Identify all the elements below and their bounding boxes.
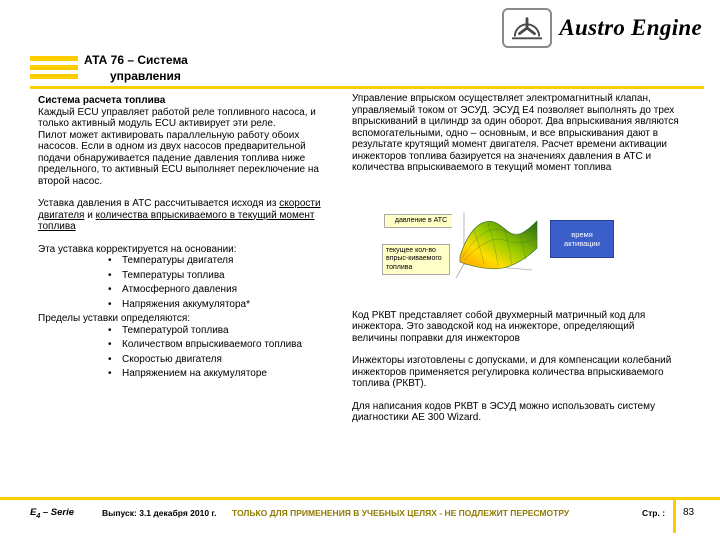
paragraph-pkvt-code: Код РКВТ представляет собой двухмерный матричный код для инжектора. Это заводской код на инжекторе, определяющий величины поправки для инжекторов [352, 309, 646, 344]
list-item: • Напряжением на аккумуляторе [122, 368, 335, 380]
series-rest: – Serie [40, 507, 75, 518]
list-item: • Температуры двигателя [122, 255, 335, 267]
setpoint-underlined-speed: скорости двигателя [38, 198, 321, 221]
list-item: • Температуры топлива [122, 270, 335, 282]
setpoint-underlined-quantity: количества впрыскиваемого в текущий момент топлива [38, 209, 315, 232]
issue-date-label: Выпуск: 3.1 декабря 2010 г. [102, 508, 217, 518]
list-item: • Атмосферного давления [122, 284, 335, 296]
section-heading: Система расчета топлива [38, 95, 166, 106]
setpoint-prefix: Уставка давления в АТС рассчитывается исходя из [38, 198, 280, 209]
page-title-line2: управления [110, 69, 181, 84]
paragraph-ecu-relay: Каждый ECU управляет работой реле топливного насоса, и только активный модуль ECU активирует эти реле. [38, 106, 316, 129]
training-only-notice: ТОЛЬКО ДЛЯ ПРИМЕНЕНИЯ В УЧЕБНЫХ ЦЕЛЯХ - НЕ ПОДЛЕЖИТ ПЕРЕСМОТРУ [232, 508, 570, 518]
surface-plot [452, 206, 542, 288]
propeller-icon [502, 8, 552, 48]
correction-list-intro: Эта уставка корректируется на основании: [38, 243, 237, 255]
accent-bar [30, 56, 78, 61]
page-title-line1: АТА 76 – Система [84, 53, 188, 67]
accent-bar [30, 74, 78, 79]
footer [0, 503, 720, 540]
left-column [38, 95, 335, 383]
limits-list [38, 325, 335, 380]
list-item: • Температурой топлива [122, 325, 335, 337]
series-label [30, 507, 74, 520]
paragraph-setpoint [38, 198, 335, 233]
list-item: • Количеством впрыскиваемого топлива [122, 339, 335, 351]
page-label: Стр. : [642, 508, 666, 518]
list-item: • Напряжения аккумулятора* [122, 299, 335, 311]
list-item: • Скоростью двигателя [122, 354, 335, 366]
page-number-divider [673, 499, 676, 533]
setpoint-mid: и [84, 209, 96, 221]
diagram-label-pressure: давление в АТС [384, 214, 458, 229]
paragraph-injector-tolerance: Инжекторы изготовлены с допусками, и для компенсации колебаний инжекторов применяется регулировка количества впрыскиваемого топлива (РКВТ). [352, 355, 672, 389]
diagram-label-quantity: текущее кол-во впрыс-киваемого топлива [382, 244, 450, 276]
header-divider [30, 86, 704, 89]
paragraph-pilot-pumps: Пилот может активировать параллельную работу обоих насосов. Если в одном из двух насосов предварительной подачи обнаруживается падение давления топлива ниже предельного, то активный ECU выполняет переключение на второй насос. [38, 129, 319, 187]
company-logo [502, 8, 702, 48]
page-title [84, 52, 188, 84]
injection-map-diagram [382, 206, 612, 292]
limits-list-intro: Пределы уставки определяются: [38, 313, 191, 324]
paragraph-injection-control: Управление впрыском осуществляет электромагнитный клапан, управляемый током от ЭСУД. ЭСУД E4 позволяет выполнять до трех впрыскиваний в цилиндр за один оборот. Два впрыскивания являются вспомогательными, одно – основным, и все впрыскивания дают в результате крутящий момент двигателя. Расчет времени активации инжекторов топлива базируется на значениях давления в АТС и количества впрыскиваемого в текущий момент топлива [352, 93, 679, 173]
diagram-label-activation-time: время активации [550, 220, 614, 258]
paragraph-wizard: Для написания кодов РКВТ в ЭСУД можно использовать систему диагностики AE 300 Wizard. [352, 400, 656, 423]
correction-list [38, 255, 335, 310]
accent-bars [30, 56, 78, 83]
series-letter: E [30, 507, 37, 518]
footer-divider [0, 497, 720, 500]
series-subscript: 4 [36, 512, 41, 520]
right-column [352, 93, 682, 424]
page-number: 83 [683, 507, 695, 518]
logo-text: Austro Engine [559, 15, 702, 40]
accent-bar [30, 65, 78, 70]
